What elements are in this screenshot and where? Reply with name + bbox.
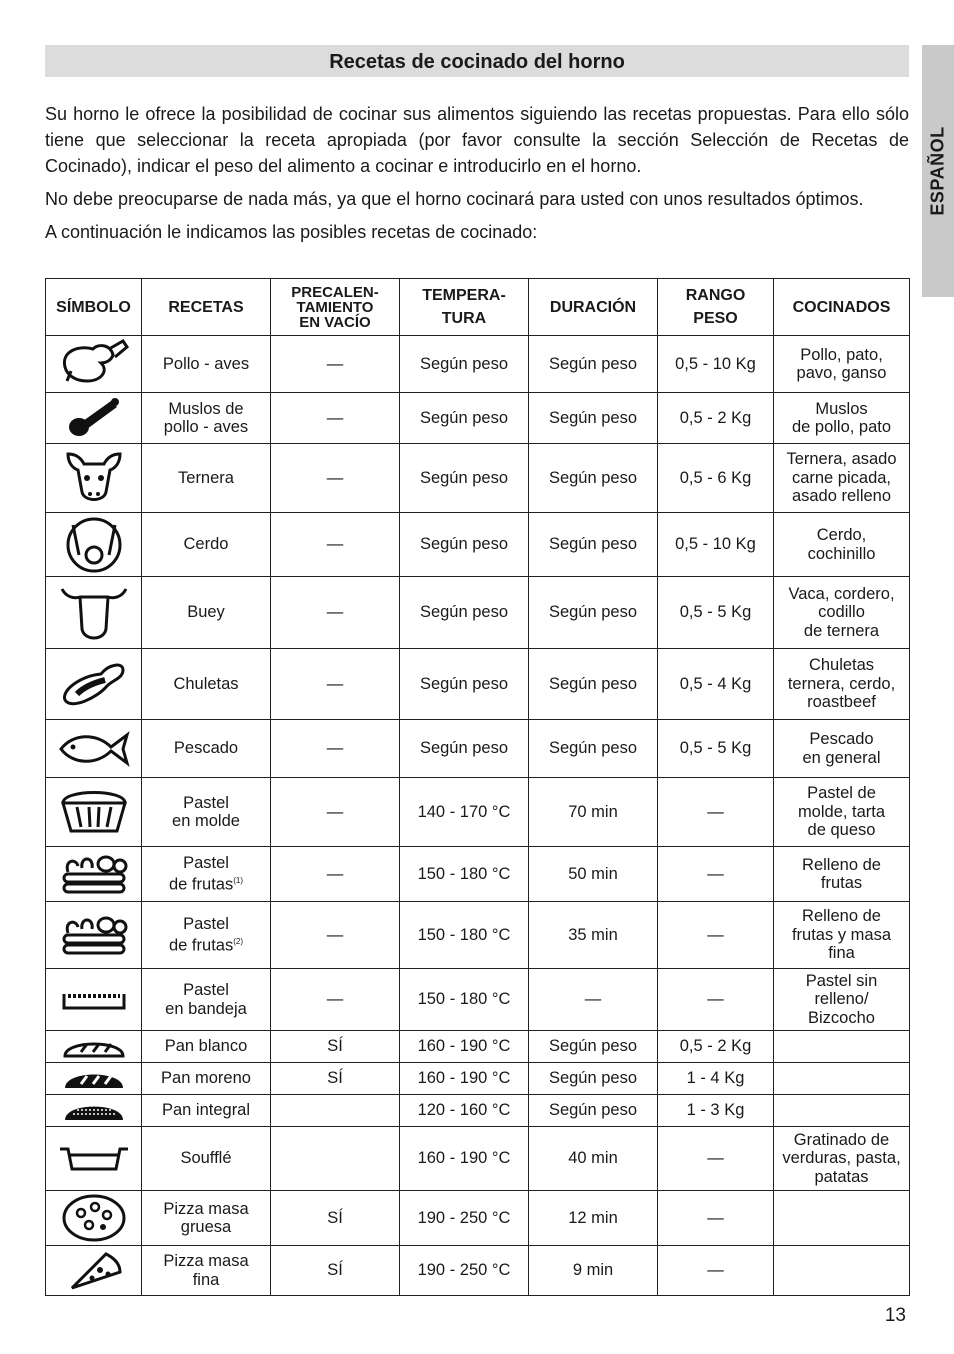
duration-cell-text: Según peso <box>548 739 638 758</box>
temperature-cell-text: Según peso <box>419 468 509 487</box>
duration-cell <box>529 1095 658 1127</box>
recipe-cell <box>142 778 271 847</box>
dishes-cell <box>774 1063 910 1095</box>
weight-range-cell-text: — <box>707 990 724 1009</box>
preheat-cell <box>271 847 400 902</box>
recipe-cell-text: Pastel en bandeja <box>165 981 247 1018</box>
temperature-cell <box>400 1246 529 1296</box>
dishes-cell <box>774 969 910 1031</box>
dishes-cell <box>774 902 910 969</box>
duration-cell-text: 40 min <box>568 1149 618 1168</box>
duration-cell <box>529 336 658 393</box>
table-row <box>46 393 910 444</box>
dishes-cell-text: Relleno de frutas y masa fina <box>791 907 892 963</box>
duration-cell <box>529 1191 658 1246</box>
recipe-cell-text: Chuletas <box>173 674 239 693</box>
temperature-cell-text: Según peso <box>419 535 509 554</box>
weight-range-cell <box>658 1191 774 1246</box>
duration-cell-text: Según peso <box>548 535 638 554</box>
dishes-cell-text: Vaca, cordero, codillo de ternera <box>788 584 895 640</box>
temperature-cell-text: 140 - 170 °C <box>417 802 511 821</box>
recipe-cell <box>142 444 271 513</box>
duration-cell <box>529 1031 658 1063</box>
duration-cell-text: 35 min <box>568 925 618 944</box>
table-row <box>46 969 910 1031</box>
pizza-icon <box>46 1193 141 1243</box>
duration-cell <box>529 513 658 577</box>
preheat-cell-text: SÍ <box>327 1069 343 1088</box>
duration-cell <box>529 969 658 1031</box>
temperature-cell <box>400 577 529 649</box>
symbol-cell <box>46 393 142 444</box>
preheat-cell-text: — <box>326 468 344 487</box>
duration-cell-text: — <box>584 990 602 1009</box>
weight-range-cell-text: — <box>707 925 724 944</box>
preheat-cell <box>271 444 400 513</box>
symbol-cell <box>46 1095 142 1127</box>
duration-cell <box>529 778 658 847</box>
weight-range-cell <box>658 336 774 393</box>
preheat-cell <box>271 1031 400 1063</box>
pizza-slice-icon <box>46 1248 141 1294</box>
column-header: RANGO PESO <box>658 279 774 336</box>
duration-cell <box>529 1246 658 1296</box>
dishes-cell <box>774 577 910 649</box>
temperature-cell-text: Según peso <box>419 674 509 693</box>
table-row <box>46 577 910 649</box>
column-header: COCINADOS <box>774 279 910 336</box>
dishes-cell <box>774 778 910 847</box>
fruit-cake-icon <box>46 913 141 957</box>
recipe-cell <box>142 649 271 720</box>
symbol-cell <box>46 1191 142 1246</box>
weight-range-cell-text: — <box>707 864 724 883</box>
duration-cell-text: Según peso <box>548 468 638 487</box>
table-header-row <box>46 279 910 336</box>
weight-range-cell-text: — <box>707 802 724 821</box>
weight-range-cell-text: 0,5 - 2 Kg <box>679 408 752 427</box>
recipe-cell-text: Pescado <box>173 739 239 758</box>
dishes-cell-text: Relleno de frutas <box>802 855 881 892</box>
recipe-cell <box>142 1031 271 1063</box>
recipe-cell <box>142 1127 271 1191</box>
dishes-cell <box>774 336 910 393</box>
preheat-cell <box>271 1191 400 1246</box>
dishes-cell <box>774 847 910 902</box>
recipe-cell-text: Buey <box>187 603 225 622</box>
tray-cake-icon <box>46 986 141 1014</box>
symbol-cell <box>46 513 142 577</box>
duration-cell-text: Según peso <box>548 1101 638 1120</box>
ox-head-icon <box>46 581 141 645</box>
temperature-cell-text: Según peso <box>419 354 509 373</box>
symbol-cell <box>46 847 142 902</box>
temperature-cell <box>400 393 529 444</box>
recipe-cell <box>142 1063 271 1095</box>
symbol-cell <box>46 1246 142 1296</box>
table-row <box>46 778 910 847</box>
temperature-cell-text: 190 - 250 °C <box>417 1261 511 1280</box>
preheat-cell-text: — <box>326 535 344 554</box>
brown-bread-icon <box>46 1066 141 1092</box>
souffle-dish-icon <box>46 1141 141 1177</box>
column-header: DURACIÓN <box>529 279 658 336</box>
weight-range-cell-text: 0,5 - 6 Kg <box>679 468 752 487</box>
footnote-marker: (2) <box>233 937 243 947</box>
recipe-cell <box>142 393 271 444</box>
recipe-cell-text: Soufflé <box>180 1149 232 1168</box>
recipe-cell <box>142 902 271 969</box>
recipe-cell-text: Pan blanco <box>164 1037 248 1056</box>
recipe-cell <box>142 847 271 902</box>
preheat-cell-text: — <box>326 802 344 821</box>
symbol-cell <box>46 778 142 847</box>
chicken-icon <box>46 337 141 391</box>
temperature-cell <box>400 902 529 969</box>
duration-cell-text: 70 min <box>568 802 618 821</box>
weight-range-cell <box>658 902 774 969</box>
duration-cell-text: 9 min <box>572 1261 614 1280</box>
dishes-cell <box>774 444 910 513</box>
temperature-cell <box>400 649 529 720</box>
mold-cake-icon <box>46 787 141 837</box>
preheat-cell-text: SÍ <box>327 1261 343 1280</box>
preheat-cell <box>271 778 400 847</box>
table-row <box>46 513 910 577</box>
weight-range-cell-text: 0,5 - 10 Kg <box>675 535 756 554</box>
temperature-cell-text: 150 - 180 °C <box>417 864 511 883</box>
symbol-cell <box>46 444 142 513</box>
weight-range-cell <box>658 513 774 577</box>
weight-range-cell <box>658 969 774 1031</box>
language-tab-label: ESPAÑOL <box>927 126 948 216</box>
recipe-cell <box>142 577 271 649</box>
weight-range-cell <box>658 778 774 847</box>
preheat-cell <box>271 1246 400 1296</box>
weight-range-cell <box>658 1063 774 1095</box>
weight-range-cell-text: 0,5 - 5 Kg <box>679 739 752 758</box>
recipe-cell <box>142 969 271 1031</box>
temperature-cell <box>400 1191 529 1246</box>
recipe-cell <box>142 1095 271 1127</box>
temperature-cell <box>400 1127 529 1191</box>
symbol-cell <box>46 902 142 969</box>
weight-range-cell-text: — <box>707 1149 724 1168</box>
intro-paragraph: A continuación le indicamos las posibles recetas de cocinado: <box>45 222 538 242</box>
recipe-cell-text: Cerdo <box>183 535 229 554</box>
dishes-cell <box>774 1127 910 1191</box>
temperature-cell-text: Según peso <box>419 739 509 758</box>
table-row <box>46 847 910 902</box>
temperature-cell <box>400 969 529 1031</box>
table-row <box>46 1063 910 1095</box>
intro-text <box>45 101 909 252</box>
preheat-cell-text: — <box>326 354 344 373</box>
dishes-cell <box>774 720 910 778</box>
weight-range-cell <box>658 1127 774 1191</box>
duration-cell <box>529 720 658 778</box>
preheat-cell-text: — <box>326 864 344 883</box>
temperature-cell-text: 150 - 180 °C <box>417 925 511 944</box>
dishes-cell <box>774 1246 910 1296</box>
temperature-cell <box>400 444 529 513</box>
recipe-cell <box>142 513 271 577</box>
dishes-cell-text: Pastel de molde, tarta de queso <box>797 784 886 840</box>
footnote-marker: (1) <box>233 876 243 886</box>
symbol-cell <box>46 336 142 393</box>
symbol-cell <box>46 1031 142 1063</box>
weight-range-cell-text: 1 - 3 Kg <box>686 1101 745 1120</box>
recipe-cell-text: Pizza masa fina <box>163 1252 249 1289</box>
temperature-cell-text: Según peso <box>419 603 509 622</box>
temperature-cell <box>400 1031 529 1063</box>
weight-range-cell-text: 0,5 - 2 Kg <box>679 1037 752 1056</box>
intro-paragraph: Su horno le ofrece la posibilidad de cocinar sus alimentos siguiendo las recetas propuestas. Para ello sólo tiene que seleccionar la receta apropiada (por favor consulte la sección Selección de Recetas de Cocinado), indicar el peso del alimento a cocinar e introducirlo en el horno. <box>45 104 909 176</box>
table-row <box>46 1191 910 1246</box>
column-header: SÍMBOLO <box>46 279 142 336</box>
temperature-cell <box>400 513 529 577</box>
page-number: 13 <box>884 1305 906 1326</box>
preheat-cell <box>271 902 400 969</box>
temperature-cell-text: 160 - 190 °C <box>417 1149 511 1168</box>
fruit-cake-icon <box>46 852 141 896</box>
preheat-cell <box>271 393 400 444</box>
duration-cell-text: Según peso <box>548 408 638 427</box>
dishes-cell-text: Pollo, pato, pavo, ganso <box>796 345 887 382</box>
preheat-cell-text: — <box>326 990 344 1009</box>
recipe-cell <box>142 720 271 778</box>
table-row <box>46 902 910 969</box>
page-title: Recetas de cocinado del horno <box>45 45 909 77</box>
fish-icon <box>46 729 141 769</box>
dishes-cell-text: Gratinado de verduras, pasta, patatas <box>782 1130 901 1186</box>
language-tab <box>922 45 954 297</box>
symbol-cell <box>46 969 142 1031</box>
weight-range-cell <box>658 1095 774 1127</box>
dishes-cell-text: Ternera, asado carne picada, asado relleno <box>786 450 897 506</box>
weight-range-cell-text: — <box>707 1208 724 1227</box>
table-row <box>46 1246 910 1296</box>
duration-cell <box>529 393 658 444</box>
recipe-cell-text: Pollo - aves <box>162 354 250 373</box>
recipe-cell <box>142 336 271 393</box>
weight-range-cell-text: — <box>707 1261 724 1280</box>
table-row <box>46 649 910 720</box>
temperature-cell <box>400 1095 529 1127</box>
table-row <box>46 444 910 513</box>
dishes-cell <box>774 1095 910 1127</box>
calf-head-icon <box>46 446 141 510</box>
duration-cell-text: Según peso <box>548 674 638 693</box>
recipe-cell <box>142 1246 271 1296</box>
preheat-cell-text: — <box>326 674 344 693</box>
duration-cell <box>529 577 658 649</box>
recipe-cell-text: Pastel en molde <box>172 793 240 830</box>
symbol-cell <box>46 577 142 649</box>
temperature-cell <box>400 1063 529 1095</box>
wholemeal-bread-icon <box>46 1098 141 1124</box>
duration-cell <box>529 649 658 720</box>
temperature-cell-text: 190 - 250 °C <box>417 1208 511 1227</box>
duration-cell-text: Según peso <box>548 603 638 622</box>
temperature-cell <box>400 778 529 847</box>
preheat-cell <box>271 1063 400 1095</box>
weight-range-cell <box>658 1246 774 1296</box>
preheat-cell <box>271 969 400 1031</box>
symbol-cell <box>46 649 142 720</box>
temperature-cell <box>400 336 529 393</box>
temperature-cell-text: 160 - 190 °C <box>417 1069 511 1088</box>
table-row <box>46 720 910 778</box>
weight-range-cell <box>658 444 774 513</box>
temperature-cell <box>400 847 529 902</box>
weight-range-cell <box>658 649 774 720</box>
duration-cell-text: Según peso <box>548 1037 638 1056</box>
chicken-leg-icon <box>46 395 141 441</box>
preheat-cell-text: SÍ <box>327 1037 343 1056</box>
weight-range-cell <box>658 393 774 444</box>
preheat-cell-text: SÍ <box>327 1208 343 1227</box>
symbol-cell <box>46 720 142 778</box>
weight-range-cell-text: 0,5 - 5 Kg <box>679 603 752 622</box>
dishes-cell <box>774 393 910 444</box>
duration-cell-text: Según peso <box>548 1069 638 1088</box>
duration-cell-text: 12 min <box>568 1208 618 1227</box>
preheat-cell <box>271 1095 400 1127</box>
column-header: TEMPERA- TURA <box>400 279 529 336</box>
preheat-cell <box>271 1127 400 1191</box>
recipe-cell-text: Pan moreno <box>161 1069 251 1088</box>
symbol-cell <box>46 1127 142 1191</box>
recipe-cell-text: Pizza masa gruesa <box>163 1199 249 1236</box>
dishes-cell-text: Muslos de pollo, pato <box>791 399 892 436</box>
dishes-cell <box>774 1031 910 1063</box>
duration-cell <box>529 847 658 902</box>
recipe-cell-text: Muslos de pollo - aves <box>163 399 249 436</box>
preheat-cell-text: — <box>326 925 344 944</box>
weight-range-cell-text: 1 - 4 Kg <box>686 1069 745 1088</box>
temperature-cell-text: 160 - 190 °C <box>417 1037 511 1056</box>
recipe-cell <box>142 1191 271 1246</box>
recipes-table <box>45 278 910 1296</box>
preheat-cell <box>271 649 400 720</box>
recipe-cell-text: Pastel de frutas <box>169 853 234 894</box>
preheat-cell-text: — <box>326 408 344 427</box>
dishes-cell-text: Pastel sin relleno/ Bizcocho <box>805 971 878 1027</box>
temperature-cell-text: Según peso <box>419 408 509 427</box>
table-row <box>46 1095 910 1127</box>
column-header: RECETAS <box>142 279 271 336</box>
dishes-cell <box>774 513 910 577</box>
preheat-cell <box>271 577 400 649</box>
duration-cell <box>529 444 658 513</box>
dishes-cell <box>774 1191 910 1246</box>
recipe-cell-text: Pastel de frutas <box>169 914 234 955</box>
preheat-cell <box>271 336 400 393</box>
dishes-cell-text: Chuletas ternera, cerdo, roastbeef <box>787 656 896 712</box>
chop-icon <box>46 656 141 712</box>
dishes-cell-text: Cerdo, cochinillo <box>807 526 876 563</box>
duration-cell <box>529 902 658 969</box>
duration-cell <box>529 1127 658 1191</box>
temperature-cell-text: 120 - 160 °C <box>417 1101 511 1120</box>
weight-range-cell <box>658 720 774 778</box>
temperature-cell <box>400 720 529 778</box>
dishes-cell <box>774 649 910 720</box>
preheat-cell <box>271 720 400 778</box>
table-row <box>46 336 910 393</box>
duration-cell <box>529 1063 658 1095</box>
weight-range-cell <box>658 577 774 649</box>
column-header: PRECALEN- TAMIENTO EN VACÍO <box>271 279 400 336</box>
recipe-cell-text: Ternera <box>178 468 234 487</box>
weight-range-cell-text: 0,5 - 4 Kg <box>679 674 752 693</box>
intro-paragraph: No debe preocuparse de nada más, ya que el horno cocinará para usted con unos resultados óptimos. <box>45 189 864 209</box>
preheat-cell-text: — <box>326 739 344 758</box>
symbol-cell <box>46 1063 142 1095</box>
white-bread-icon <box>46 1034 141 1060</box>
weight-range-cell-text: 0,5 - 10 Kg <box>675 354 756 373</box>
pig-head-icon <box>46 515 141 575</box>
duration-cell-text: 50 min <box>568 864 618 883</box>
table-row <box>46 1031 910 1063</box>
preheat-cell-text: — <box>326 603 344 622</box>
duration-cell-text: Según peso <box>548 354 638 373</box>
recipe-cell-text: Pan integral <box>161 1101 251 1120</box>
weight-range-cell <box>658 1031 774 1063</box>
dishes-cell-text: Pescado en general <box>802 730 881 767</box>
weight-range-cell <box>658 847 774 902</box>
temperature-cell-text: 150 - 180 °C <box>417 990 511 1009</box>
preheat-cell <box>271 513 400 577</box>
table-row <box>46 1127 910 1191</box>
